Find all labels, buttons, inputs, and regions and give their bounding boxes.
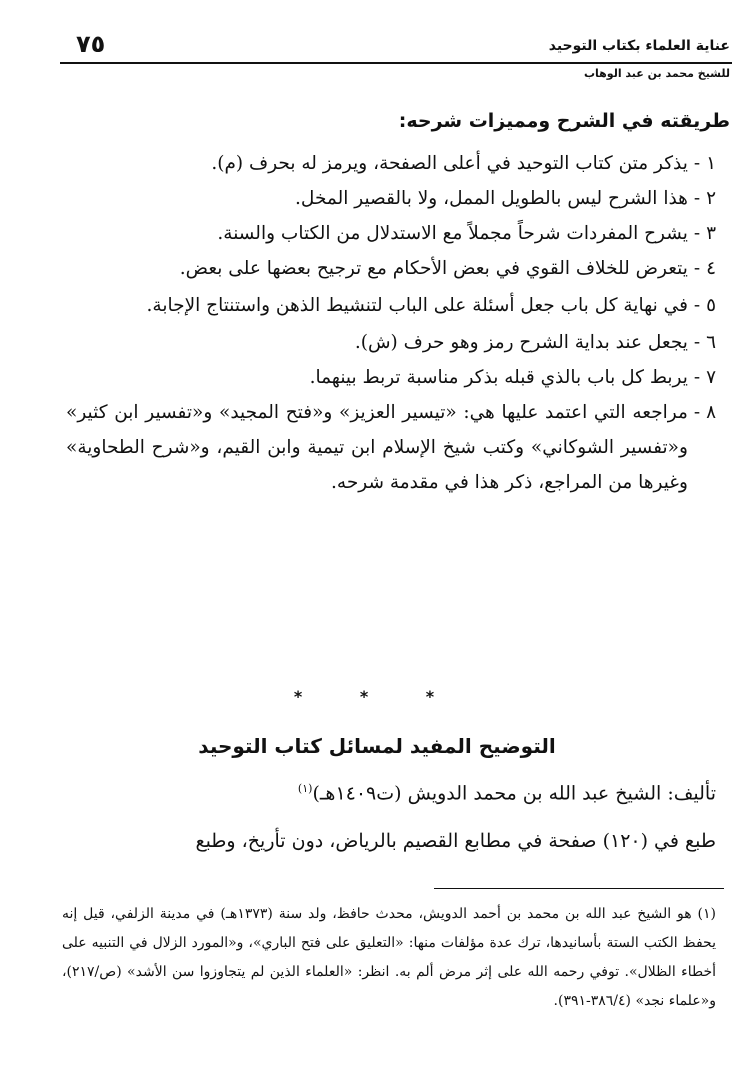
- header-rule: [60, 62, 732, 64]
- list-item: [66, 395, 716, 500]
- list-item: [66, 325, 716, 360]
- item-number: ٣ -: [693, 223, 716, 244]
- item-text: يتعرض للخلاف القوي في بعض الأحكام مع ترجيح بعضها على بعض.: [179, 258, 688, 279]
- footnote-text: (١) هو الشيخ عبد الله بن محمد بن أحمد الدويش، محدث حافظ، ولد سنة (١٣٧٣هـ) في مدينة الزلفي، قيل إنه يحفظ الكتب الستة بأسانيدها، ترك عدة مؤلفات منها: «التعليق على فتح الباري»، و«المورد الزلال في التنبيه على أخطاء الظلال». توفي رحمه الله على إثر مرض ألم به. انظر: «العلماء الذين لم يتجاوزوا سن الأشد» (ص/٢١٧)، و«علماء نجد» (٣٨٦/٤-٣٩١).: [62, 906, 716, 1009]
- item-number: ٥ -: [693, 295, 716, 316]
- item-number: ٧ -: [693, 367, 716, 388]
- list-item: [66, 146, 716, 181]
- item-text: مراجعه التي اعتمد عليها هي: «تيسير العزيز» و«فتح المجيد» و«تفسير ابن كثير» و«تفسير الشوكاني» وكتب شيخ الإسلام ابن تيمية وابن القيم، و«شرح الطحاوية» وغيرها من المراجع، ذكر هذا في مقدمة شرحه.: [66, 402, 688, 493]
- section-heading: طريقته في الشرح ومميزات شرحه:: [398, 110, 730, 132]
- page-number: ٧٥: [76, 30, 106, 58]
- item-text: يجعل عند بداية الشرح رمز وهو حرف (ش).: [354, 332, 688, 353]
- list-item: [66, 251, 716, 286]
- print-line: طبع في (١٢٠) صفحة في مطابع القصيم بالرياض، دون تأريخ، وطبع: [195, 830, 716, 852]
- list-item: [66, 288, 716, 323]
- item-text: هذا الشرح ليس بالطويل الممل، ولا بالقصير المخل.: [295, 188, 688, 209]
- running-header-subtitle: للشيخ محمد بن عبد الوهاب: [583, 67, 730, 80]
- item-number: ١ -: [693, 153, 716, 174]
- item-number: ٦ -: [693, 332, 716, 353]
- item-text: يذكر متن كتاب التوحيد في أعلى الصفحة، ويرمز له بحرف (م).: [211, 153, 688, 174]
- features-list: [66, 146, 716, 500]
- footnote-rule: [434, 888, 724, 889]
- list-item: [66, 216, 716, 251]
- running-header-title: عناية العلماء بكتاب التوحيد: [548, 38, 730, 54]
- item-number: ٤ -: [693, 258, 716, 279]
- section-separator: * * *: [293, 687, 461, 706]
- list-item: [66, 360, 716, 395]
- author-text: تأليف: الشيخ عبد الله بن محمد الدويش (ت١٤٠٩هـ): [312, 782, 716, 805]
- item-text: يربط كل باب بالذي قبله بذكر مناسبة تربط بينهما.: [309, 367, 688, 388]
- item-text: في نهاية كل باب جعل أسئلة على الباب لتنشيط الذهن واستنتاج الإجابة.: [146, 295, 688, 316]
- list-item: [66, 181, 716, 216]
- item-number: ٢ -: [693, 188, 716, 209]
- item-number: ٨ -: [693, 402, 716, 423]
- author-line: [66, 782, 716, 804]
- book-title-heading: التوضيح المفيد لمسائل كتاب التوحيد: [198, 734, 556, 758]
- item-text: يشرح المفردات شرحاً مجملاً مع الاستدلال من الكتاب والسنة.: [217, 223, 688, 244]
- footnote-reference: (١): [297, 782, 313, 795]
